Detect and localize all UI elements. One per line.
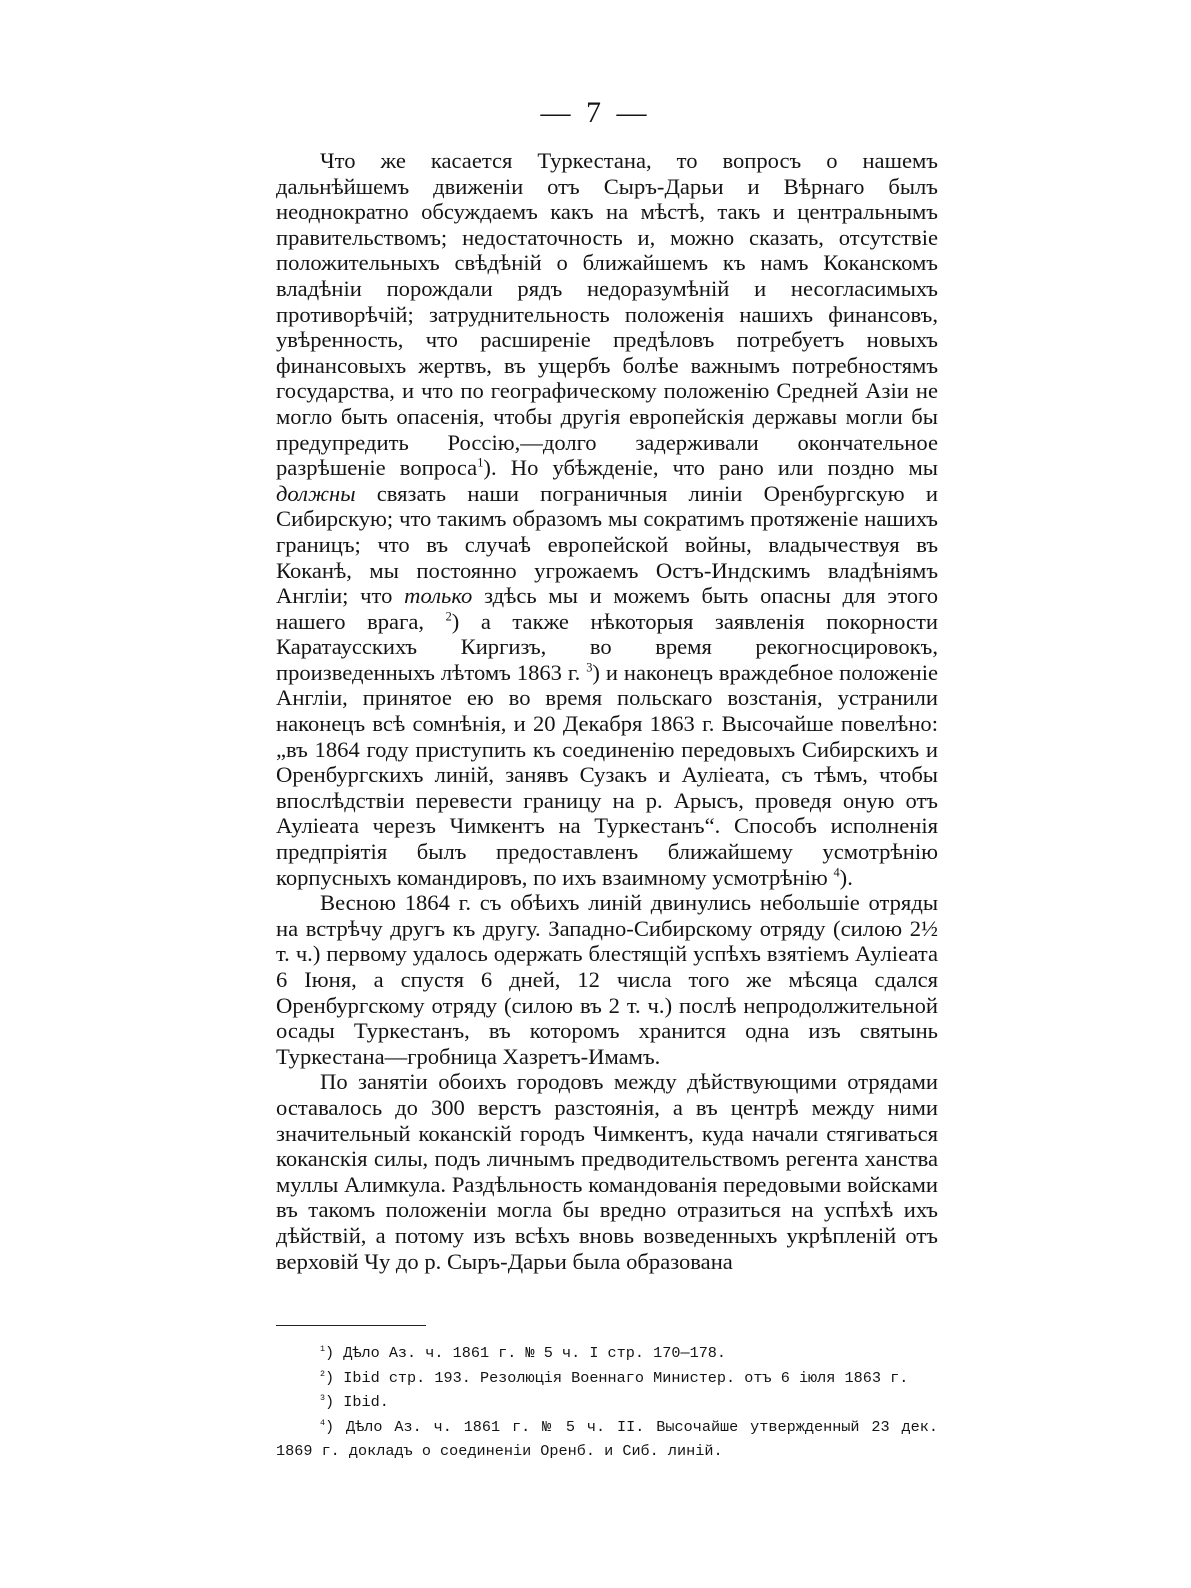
footnotes bbox=[276, 1341, 938, 1464]
footnote-ref: 1 bbox=[477, 455, 484, 470]
text-run: ). Но убѣжденіе, что рано или поздно мы bbox=[483, 455, 938, 481]
footnote-mark: 2 bbox=[320, 1368, 326, 1379]
footnote-ref: 4 bbox=[833, 865, 840, 880]
text-run: Весною 1864 г. съ обѣихъ линій двинулись небольшіе отряды на встрѣчу другъ къ другу. Западно-Сибирскому отряду (силою 2½ т. ч.) первому удалось одержать блестящій успѣхъ взятіемъ Аулiеата 6 Іюня, а спустя 6 дней, 12 числа того же мѣсяца сдался Оренбургскому отряду (силою въ 2 т. ч.) послѣ непродолжительной осады Туркестанъ, въ которомъ хранится одна изъ святынь Туркестана—гробница Хазретъ-Имамъ. bbox=[276, 890, 938, 1069]
text-run: ). bbox=[839, 864, 853, 890]
footnote bbox=[276, 1366, 938, 1391]
text-run: Что же касается Туркестана, то вопросъ о нашемъ дальнѣйшемъ движеніи отъ Сыръ-Дарьи и Вѣрнаго былъ неоднократно обсуждаемъ какъ на мѣстѣ, такъ и центральнымъ правительствомъ; недостаточность и, можно сказать, отсутствіе положительныхъ свѣдѣній о ближайшемъ къ намъ Коканскомъ владѣніи порождали рядъ недоразумѣній и несогласимыхъ противорѣчій; затруднительность положенія нашихъ финансовъ, увѣренность, что расширеніе предѣловъ потребуетъ новыхъ финансовыхъ жертвъ, въ ущербъ болѣе важнымъ потребностямъ государства, и что по географическому положенію Средней Азіи не могло быть опасенія, чтобы другія европейскія державы могли бы предупредить Россію,—долго задерживали окончательное разрѣшеніе вопроса bbox=[276, 148, 938, 481]
paragraph bbox=[276, 148, 938, 890]
footnote-mark: 1 bbox=[320, 1343, 326, 1354]
paragraph bbox=[276, 1069, 938, 1274]
emphasis-text: должны bbox=[276, 480, 356, 506]
paragraph bbox=[276, 890, 938, 1069]
footnote-text: ) Ibid. bbox=[325, 1393, 389, 1411]
text-run: связать наши пограничныя линіи Оренбургскую и Сибирскую; что такимъ образомъ мы сократимъ протяженіе нашихъ границъ; что въ случаѣ европейской войны, владычествуя въ Коканѣ, мы постоянно угрожаемъ Остъ-Индскимъ владѣніямъ Англіи; что bbox=[276, 480, 938, 609]
text-run: ) а также нѣкоторыя заявленія покорности Каратаусскихъ Киргизъ, во время рекогносцировокъ, произведенныхъ лѣтомъ 1863 г. bbox=[276, 608, 938, 685]
footnote-text: ) Дѣло Аз. ч. 1861 г. № 5 ч. I стр. 170—178. bbox=[325, 1344, 727, 1362]
footnote bbox=[276, 1341, 938, 1366]
footnote-text: ) Ibid стр. 193. Резолюція Военнаго Министер. отъ 6 іюля 1863 г. bbox=[325, 1368, 909, 1387]
footnote-ref: 3 bbox=[586, 660, 593, 675]
emphasis-text: только bbox=[404, 583, 473, 609]
footnote-ref: 2 bbox=[445, 609, 452, 624]
footnote bbox=[276, 1390, 938, 1415]
text-run: здѣсь мы и можемъ быть опасны для этого нашего врага, bbox=[276, 583, 938, 634]
text-run: ) и наконецъ враждебное положеніе Англіи, принятое ею во время польскаго возстанія, устранили наконецъ всѣ сомнѣнія, и 20 Декабря 1863 г. Высочайше повелѣно: „въ 1864 году приступить къ соединенію передовыхъ Сибирскихъ и Оренбургскихъ линій, занявъ Сузакъ и Аулiеата, съ тѣмъ, чтобы впослѣдствіи перевести границу на р. Арысъ, проведя оную отъ Аулiеата черезъ Чимкентъ на Туркестанъ“. Способъ исполненія предпріятія былъ предоставленъ ближайшему усмотрѣнію корпусныхъ командировъ, по ихъ взаимному усмотрѣнію bbox=[276, 659, 938, 890]
footnote bbox=[276, 1415, 938, 1464]
footnote-divider bbox=[276, 1325, 426, 1326]
footnote-mark: 4 bbox=[320, 1417, 326, 1428]
body-text bbox=[276, 148, 938, 1274]
footnote-mark: 3 bbox=[320, 1392, 326, 1403]
page-number: — 7 — bbox=[540, 96, 651, 129]
text-run: По занятіи обоихъ городовъ между дѣйствующими отрядами оставалось до 300 верстъ разстоянія, а въ центрѣ между ними значительный коканскій городъ Чимкентъ, куда начали стягиваться коканскія силы, подъ личнымъ предводительствомъ регента ханства муллы Алимкула. Раздѣльность командованія передовыми войсками въ такомъ положеніи могла бы вредно отразиться на успѣхѣ ихъ дѣйствій, а потому изъ всѣхъ вновь возведенныхъ укрѣпленій отъ верховій Чу до р. Сыръ-Дарьи была образована bbox=[276, 1069, 938, 1274]
footnote-text: ) Дѣло Аз. ч. 1861 г. № 5 ч. II. Высочайше утвержденный 23 дек. 1869 г. докладъ о соединеніи Оренб. и Сиб. линій. bbox=[276, 1417, 938, 1460]
